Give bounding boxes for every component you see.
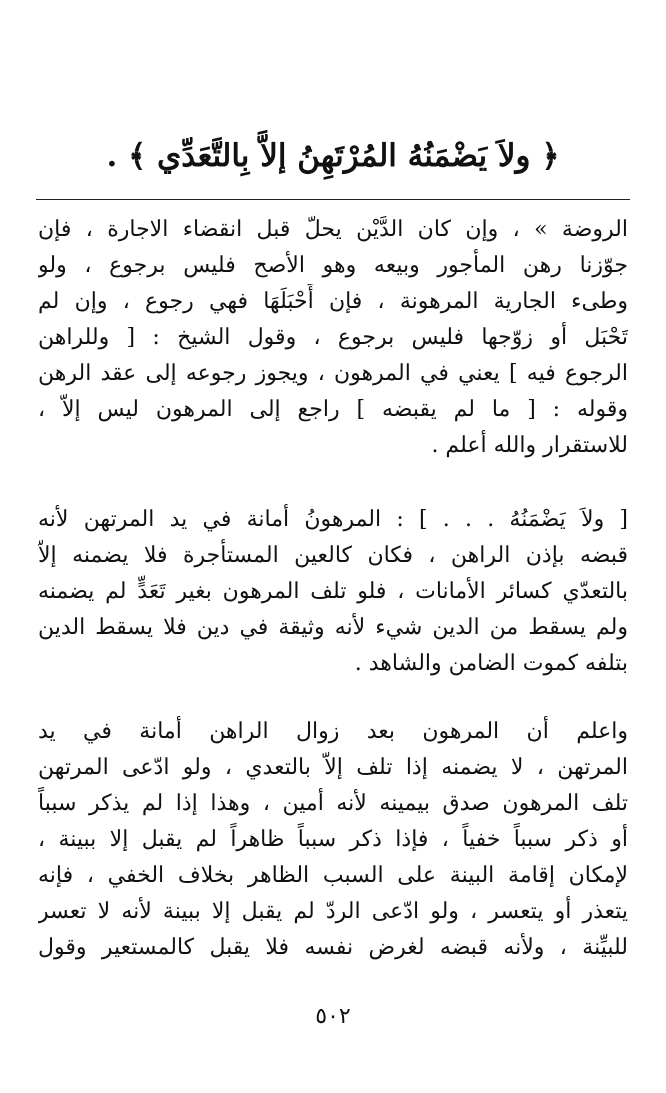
text-line: للاستقرار والله أعلم . [431,433,628,458]
heading-divider [36,199,630,200]
text-line: أو ذكر سبباً خفياً ، فإذا ذكر سبباً ظاهراً لم يقبل إلا ببينة ، [38,827,628,852]
text-line: يتعذر أو يتعسر ، ولو ادّعى الردّ لم يقبل إلا ببينة لأنه لا تعسر [38,899,628,924]
text-line: جوّزنا رهن المأجور وبيعه وهو الأصح فليس برجوع ، ولو [38,253,628,278]
text-line: وقوله : [ ما لم يقبضه ] راجع إلى المرهون ليس إلاّ ، [38,397,628,422]
text-line: الروضة » ، وإن كان الدَّيْن يحلّ قبل انقضاء الاجارة ، فإن [38,217,628,242]
paragraph-1 [38,212,628,464]
paragraph-2 [38,502,628,682]
text-line: قبضه بإذن الراهن ، فكان كالعين المستأجرة فلا يضمنه إلاّ [38,543,628,568]
text-line: وطىء الجارية المرهونة ، فإن أَحْبَلَهَا فهي رجوع ، وإن لم [38,289,628,314]
text-line: بالتعدّي كسائر الأمانات ، فلو تلف المرهون بغير تَعَدٍّ لم يضمنه [38,579,628,604]
text-line: تَحْبَل أو زوّجها فليس برجوع ، وقول الشيخ : [ وللراهن [38,325,628,350]
text-line: الرجوع فيه ] يعني في المرهون ، ويجوز رجوعه إلى عقد الرهن [38,361,628,386]
text-line: واعلم أن المرهون بعد زوال الراهن أمانة في يد [38,719,628,744]
page-number: ٥٠٢ [315,1004,351,1029]
section-heading: ﴿ ولاَ يَضْمَنُهُ المُرْتَهِنُ إلاَّ بِالتَّعَدِّي ﴾ . [106,138,560,174]
text-line: [ ولاَ يَضْمَنُهُ . . . ] : المرهونُ أمانة في يد المرتهن لأنه [38,507,628,532]
text-line: للبيِّنة ، ولأنه قبضه لغرض نفسه فلا يقبل كالمستعير وقول [38,935,628,960]
text-line: المرتهن ، لا يضمنه إذا تلف إلاّ بالتعدي ، ولو ادّعى المرتهن [38,755,628,780]
text-line: تلف المرهون صدق بيمينه لأنه أمين ، وهذا إذا لم يذكر سبباً [38,791,628,816]
text-line: ولم يسقط من الدين شيء لأنه وثيقة في دين فلا يسقط الدين [38,615,628,640]
text-line: لإمكان إقامة البينة على السبب الظاهر بخلاف الخفي ، فإنه [38,863,628,888]
text-line: بتلفه كموت الضامن والشاهد . [354,651,628,676]
paragraph-3 [38,714,628,966]
